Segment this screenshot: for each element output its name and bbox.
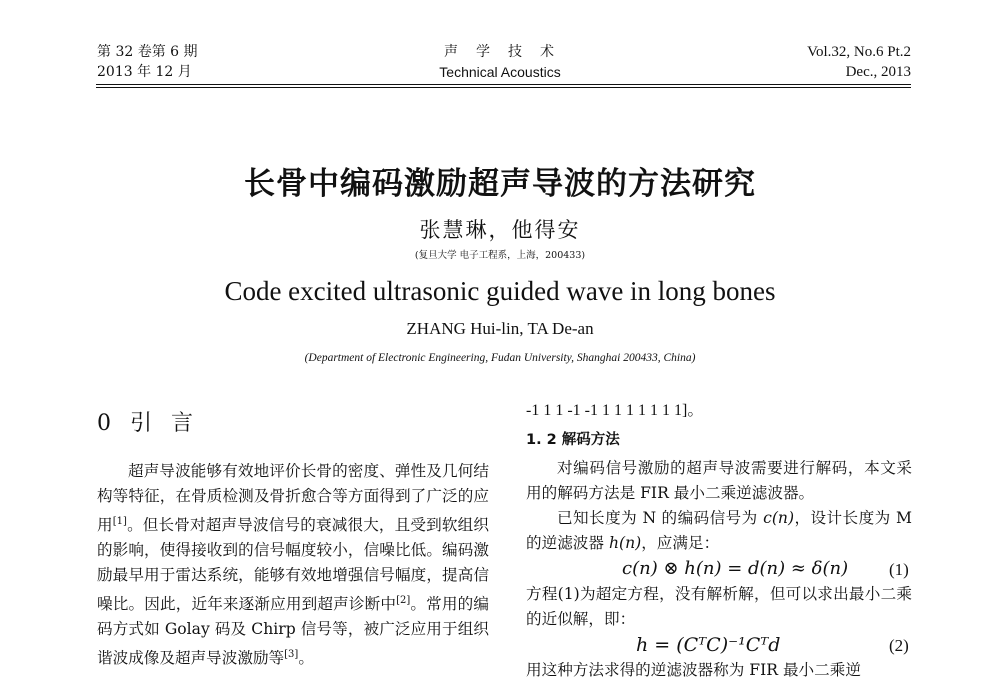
header-date-en: Dec., 2013 [845,64,911,80]
decoding-paragraph-1: 对编码信号激励的超声导波需要进行解码，本文采用的解码方法是 FIR 最小二乘逆滤波器。 [526,459,912,502]
header-rule-top [96,84,911,85]
p2-text-b: ，设计长度为 M 的逆滤波器 [526,509,912,552]
header-date-zh: 2013 年 12 月 [97,64,192,80]
decoding-paragraph-4: 用这种方法求得的逆滤波器称为 FIR 最小二乘逆 [526,661,861,679]
equation-2-number: (2) [889,636,909,655]
equation-1: c(n) ⊗ h(n) = d(n) ≈ δ(n) [622,558,849,579]
citation-3[interactable]: [3] [284,649,299,661]
paper-title-zh: 长骨中编码激励超声导波的方法研究 [244,166,756,202]
citation-2[interactable]: [2] [396,595,411,607]
paper-title-en: Code excited ultrasonic guided wave in long bones [224,276,776,306]
filter-var: h(n) [608,534,642,552]
affiliation-zh: (复旦大学 电子工程系，上海，200433) [414,250,586,261]
header-volume-en: Vol.32, No.6 Pt.2 [807,44,911,60]
equation-2: h = (CᵀC)⁻¹Cᵀd [636,634,781,656]
section-heading-intro: 0 引 言 [97,411,199,436]
intro-text-1: 超声导波能够有效地评价长骨的密度、弹性及几何结构等特征，在骨质检测及骨折愈合等方面得到了广泛的应用 [97,462,489,535]
intro-text-3: 。常用的编码方式如 Golay 码及 Chirp 信号等，被广泛应用于组织谐波成像及超声导波激励等 [97,595,489,668]
affiliation-en: (Department of Electronic Engineering, Fudan University, Shanghai 200433, China) [304,352,696,364]
header-rule-bottom [96,87,911,88]
citation-1[interactable]: [1] [112,516,127,527]
decoding-paragraph-3: 方程(1)为超定方程，没有解析解，但可以求出最小二乘的近似解，即： [526,585,912,628]
header-journal-zh: 声 学 技 术 [444,44,556,60]
code-signal-var: c(n) [763,509,795,527]
code-sequence-tail: -1 1 1 -1 -1 1 1 1 1 1 1 1]。 [526,402,704,419]
header-volume-zh: 第 32 卷第 6 期 [97,44,198,60]
subsection-heading-decoding: 1. 2 解码方法 [526,432,620,448]
header-journal-en: Technical Acoustics [439,64,561,80]
authors-zh: 张慧琳，他得安 [419,218,581,242]
p2-text-c: ，应满足： [641,534,720,552]
decoding-paragraph-2 [526,506,912,556]
p2-text-a: 已知长度为 N 的编码信号为 [557,509,764,527]
intro-text-2: 。但长骨对超声导波信号的衰减很大，且受到软组织的影响，使得接收到的信号幅度较小，信噪比低。编码激励最早用于雷达系统，能够有效地增强信号幅度，提高信噪比。因此，近年来逐渐应用到超声诊断中 [97,516,489,614]
equation-1-number: (1) [889,560,909,579]
authors-en: ZHANG Hui-lin, TA De-an [406,319,594,338]
intro-paragraph [97,459,489,672]
intro-text-4: 。 [298,649,314,668]
